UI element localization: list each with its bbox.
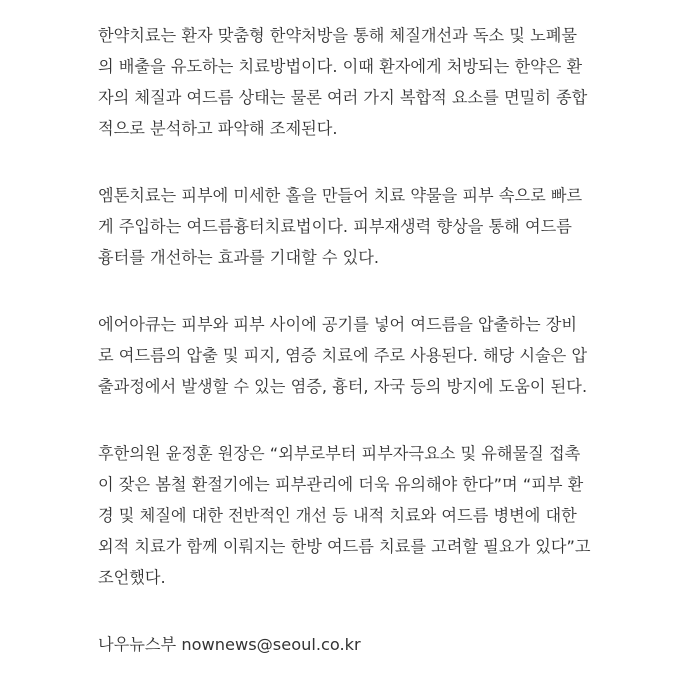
- paragraph-line: 출과정에서 발생할 수 있는 염증, 흉터, 자국 등의 방지에 도움이 된다.: [98, 377, 588, 396]
- paragraph-line: 에어아큐는 피부와 피부 사이에 공기를 넣어 여드름을 압출하는 장비: [98, 315, 578, 334]
- article-body: [98, 20, 668, 660]
- paragraph-line: 조언했다.: [98, 568, 166, 587]
- paragraph-mtone-treatment: [98, 180, 668, 273]
- paragraph-line: 로 여드름의 압출 및 피지, 염증 치료에 주로 사용된다. 해당 시술은 압: [98, 346, 588, 365]
- paragraph-airacu-treatment: [98, 309, 668, 402]
- paragraph-line: 흉터를 개선하는 효과를 기대할 수 있다.: [98, 248, 380, 267]
- paragraph-line: 외적 치료가 함께 이뤄지는 한방 여드름 치료를 고려할 필요가 있다”고: [98, 537, 591, 556]
- paragraph-line: 자의 체질과 여드름 상태는 물론 여러 가지 복합적 요소를 면밀히 종합: [98, 88, 588, 107]
- paragraph-line: 이 잦은 봄철 환절기에는 피부관리에 더욱 유의해야 한다”며 “피부 환: [98, 475, 584, 494]
- paragraph-line: 한약치료는 환자 맞춤형 한약처방을 통해 체질개선과 독소 및 노폐물: [98, 26, 578, 45]
- paragraph-line: 게 주입하는 여드름흉터치료법이다. 피부재생력 향상을 통해 여드름: [98, 217, 572, 236]
- paragraph-line: 경 및 체질에 대한 전반적인 개선 등 내적 치료와 여드름 병변에 대한: [98, 506, 577, 525]
- paragraph-line: 의 배출을 유도하는 치료방법이다. 이때 환자에게 처방되는 한약은 환: [98, 57, 583, 76]
- paragraph-herbal-treatment: [98, 20, 668, 144]
- paragraph-line: 후한의원 윤정훈 원장은 “외부로부터 피부자극요소 및 유해물질 접촉: [98, 444, 581, 463]
- paragraph-director-quote: [98, 438, 668, 593]
- byline-text: 나우뉴스부 nownews@seoul.co.kr: [98, 635, 361, 654]
- byline: [98, 629, 668, 660]
- paragraph-line: 적으로 분석하고 파악해 조제된다.: [98, 119, 338, 138]
- paragraph-line: 엠톤치료는 피부에 미세한 홀을 만들어 치료 약물을 피부 속으로 빠르: [98, 186, 583, 205]
